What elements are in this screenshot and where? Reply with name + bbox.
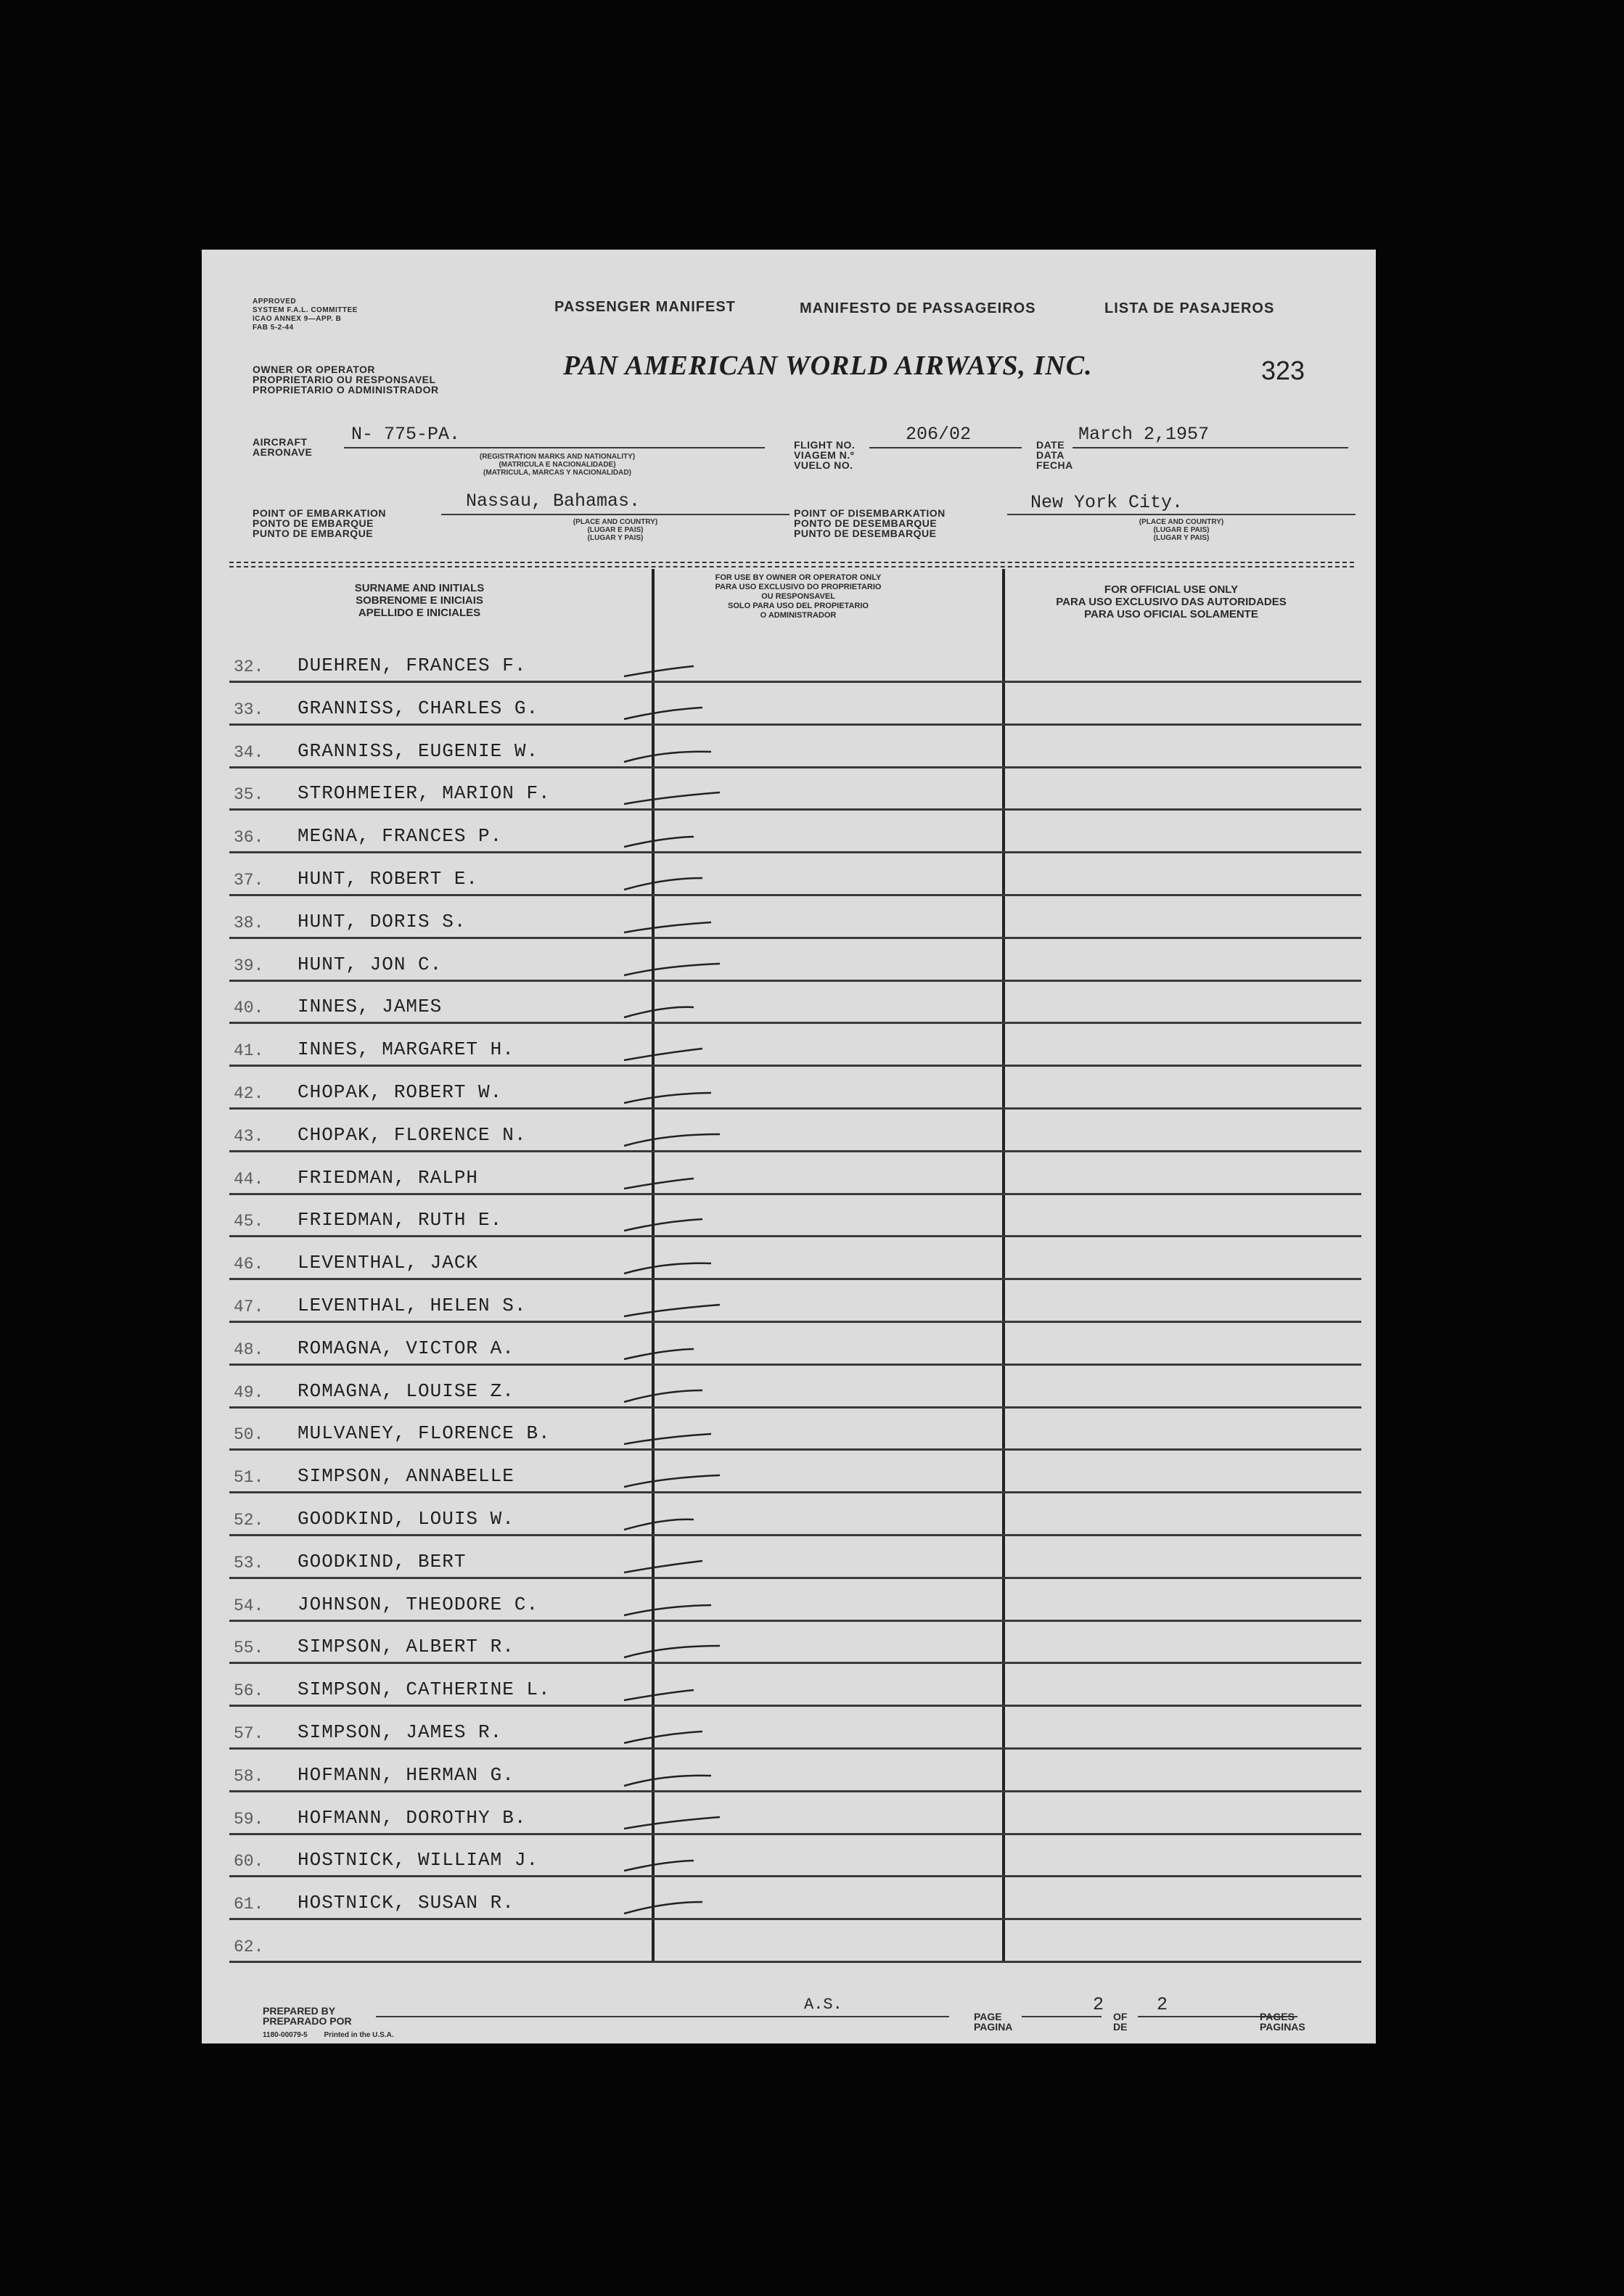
disembarkation-label: POINT OF DISEMBARKATION bbox=[794, 507, 946, 519]
check-mark bbox=[621, 1641, 737, 1663]
table-row-rule bbox=[229, 851, 1361, 853]
check-mark bbox=[621, 1599, 737, 1621]
table-row-rule bbox=[229, 1747, 1361, 1750]
column-header-line: SOBRENOME E INICIAIS bbox=[356, 594, 483, 607]
table-row-rule bbox=[229, 1833, 1361, 1835]
title-spanish: LISTA DE PASAJEROS bbox=[1104, 300, 1275, 316]
row-number: 44. bbox=[234, 1169, 264, 1189]
date-label: DATE bbox=[1036, 439, 1065, 451]
owner-label: PROPRIETARIO O ADMINISTRADOR bbox=[253, 384, 439, 395]
row-number: 43. bbox=[234, 1126, 264, 1146]
registration-note-line: (REGISTRATION MARKS AND NATIONALITY) bbox=[479, 453, 636, 461]
prepared-by-labels bbox=[263, 2006, 352, 2026]
check-mark bbox=[621, 1471, 737, 1493]
check-mark bbox=[621, 1727, 737, 1749]
owner-label: PROPRIETARIO OU RESPONSAVEL bbox=[253, 374, 436, 385]
passenger-name: STROHMEIER, MARION F. bbox=[298, 782, 551, 805]
column-header-line: O ADMINISTRADOR bbox=[760, 611, 837, 620]
table-row-rule bbox=[229, 1918, 1361, 1920]
row-number: 35. bbox=[234, 785, 264, 805]
table-row-rule bbox=[229, 1491, 1361, 1493]
aircraft-label: AIRCRAFT bbox=[253, 436, 308, 448]
passenger-name: JOHNSON, THEODORE C. bbox=[298, 1593, 539, 1615]
place-note-line: (LUGAR E PAIS) bbox=[1153, 526, 1210, 534]
row-number: 41. bbox=[234, 1041, 264, 1061]
row-number: 61. bbox=[234, 1895, 264, 1914]
row-number: 37. bbox=[234, 871, 264, 890]
passenger-name: HUNT, ROBERT E. bbox=[298, 868, 479, 890]
check-mark bbox=[621, 874, 737, 895]
row-number: 38. bbox=[234, 913, 264, 932]
approval-line: ICAO ANNEX 9—APP. B bbox=[253, 315, 342, 323]
check-mark bbox=[621, 746, 737, 768]
row-number: 50. bbox=[234, 1425, 264, 1445]
check-mark bbox=[621, 1428, 737, 1450]
pages-labels bbox=[1260, 2012, 1305, 2032]
row-number: 57. bbox=[234, 1724, 264, 1743]
pages-label: PAGES bbox=[1260, 2011, 1295, 2022]
column-header-line: FOR OFFICIAL USE ONLY bbox=[1104, 583, 1239, 596]
page-labels bbox=[974, 2012, 1012, 2032]
row-number: 59. bbox=[234, 1809, 264, 1829]
page-stamp-number: 323 bbox=[1261, 356, 1305, 385]
row-number: 46. bbox=[234, 1255, 264, 1274]
row-number: 62. bbox=[234, 1938, 264, 1956]
of-label: DE bbox=[1113, 2021, 1128, 2033]
table-row-rule bbox=[229, 1406, 1361, 1409]
row-number: 36. bbox=[234, 828, 264, 848]
check-mark bbox=[621, 1770, 737, 1792]
title-english: PASSENGER MANIFEST bbox=[554, 299, 736, 315]
table-row-rule bbox=[229, 681, 1361, 683]
pages-label: PAGINAS bbox=[1260, 2021, 1305, 2033]
form-code-text: 1180-00079-5 bbox=[263, 2031, 308, 2039]
table-row-rule bbox=[229, 723, 1361, 726]
table-row-rule bbox=[229, 1961, 1361, 1963]
check-mark bbox=[621, 1130, 737, 1152]
passenger-name: GRANNISS, CHARLES G. bbox=[298, 697, 539, 719]
aircraft-label: AERONAVE bbox=[253, 446, 313, 458]
check-mark bbox=[621, 788, 737, 810]
place-note-line: (LUGAR Y PAIS) bbox=[587, 534, 644, 542]
table-row-rule bbox=[229, 1065, 1361, 1067]
approval-line: APPROVED bbox=[253, 298, 297, 306]
row-number: 32. bbox=[234, 657, 264, 676]
passenger-name: ROMAGNA, LOUISE Z. bbox=[298, 1379, 514, 1402]
row-number: 55. bbox=[234, 1639, 264, 1658]
prepared-by-label: PREPARED BY bbox=[263, 2005, 336, 2017]
place-note-line: (LUGAR E PAIS) bbox=[587, 526, 644, 534]
column-header-line: FOR USE BY OWNER OR OPERATOR ONLY bbox=[715, 573, 882, 582]
column-divider-right bbox=[1002, 569, 1005, 1962]
row-number: 40. bbox=[234, 999, 264, 1018]
check-mark bbox=[621, 1044, 737, 1066]
embarkation-label: POINT OF EMBARKATION bbox=[253, 507, 386, 519]
of-label: OF bbox=[1113, 2011, 1128, 2022]
passenger-name: DUEHREN, FRANCES F. bbox=[298, 655, 527, 676]
row-number: 42. bbox=[234, 1084, 264, 1103]
table-row-rule bbox=[229, 1875, 1361, 1877]
row-number: 54. bbox=[234, 1596, 264, 1615]
column-header-names bbox=[267, 582, 572, 619]
check-mark bbox=[621, 1258, 737, 1279]
column-header-line: PARA USO EXCLUSIVO DAS AUTORIDADES bbox=[1056, 596, 1287, 608]
table-row-rule bbox=[229, 1448, 1361, 1451]
check-mark bbox=[621, 1087, 737, 1109]
embarkation-underline bbox=[441, 514, 790, 515]
passenger-name: HOFMANN, HERMAN G. bbox=[298, 1763, 514, 1786]
table-row-rule bbox=[229, 1705, 1361, 1707]
row-number: 56. bbox=[234, 1681, 264, 1701]
table-row-rule bbox=[229, 766, 1361, 768]
table-row-rule bbox=[229, 937, 1361, 939]
passenger-name: MEGNA, FRANCES P. bbox=[298, 825, 503, 848]
check-mark bbox=[621, 1813, 737, 1834]
passenger-name: FRIEDMAN, RUTH E. bbox=[298, 1209, 503, 1231]
table-row-rule bbox=[229, 1620, 1361, 1622]
row-number: 51. bbox=[234, 1468, 264, 1488]
table-row-rule bbox=[229, 1577, 1361, 1579]
row-number: 33. bbox=[234, 700, 264, 719]
passenger-name: CHOPAK, ROBERT W. bbox=[298, 1081, 503, 1103]
owner-label: OWNER OR OPERATOR bbox=[253, 364, 375, 375]
passenger-name: SIMPSON, ANNABELLE bbox=[298, 1465, 514, 1488]
passenger-name: HOFMANN, DOROTHY B. bbox=[298, 1806, 527, 1829]
table-row-rule bbox=[229, 1235, 1361, 1237]
disembarkation-underline bbox=[1007, 514, 1356, 515]
check-mark bbox=[621, 1684, 737, 1706]
passenger-name: GRANNISS, EUGENIE W. bbox=[298, 739, 539, 762]
check-mark bbox=[621, 660, 737, 682]
column-header-official-use bbox=[1004, 583, 1338, 620]
check-mark bbox=[621, 1343, 737, 1365]
table-row-rule bbox=[229, 1278, 1361, 1280]
page-underline bbox=[1022, 2016, 1102, 2017]
column-header-line: PARA USO EXCLUSIVO DO PROPRIETARIO bbox=[715, 583, 882, 591]
disembarkation-labels bbox=[794, 508, 946, 538]
registration-note bbox=[412, 453, 702, 477]
row-number: 49. bbox=[234, 1382, 264, 1402]
prepared-by-label: PREPARADO POR bbox=[263, 2015, 352, 2027]
column-header-line: SOLO PARA USO DEL PROPIETARIO bbox=[728, 602, 869, 610]
passenger-name: GOODKIND, BERT bbox=[298, 1550, 467, 1573]
passenger-name: INNES, MARGARET H. bbox=[298, 1038, 514, 1061]
title-portuguese: MANIFESTO DE PASSAGEIROS bbox=[800, 300, 1036, 316]
passenger-name: CHOPAK, FLORENCE N. bbox=[298, 1123, 527, 1146]
embarkation-value: Nassau, Bahamas. bbox=[466, 491, 641, 512]
row-number: 45. bbox=[234, 1212, 264, 1231]
registration-note-line: (MATRICULA, MARCAS Y NACIONALIDAD) bbox=[483, 469, 631, 477]
flight-number-value: 206/02 bbox=[906, 424, 972, 445]
passenger-name: HOSTNICK, WILLIAM J. bbox=[298, 1849, 539, 1871]
passenger-name: SIMPSON, JAMES R. bbox=[298, 1721, 503, 1743]
column-header-line: PARA USO OFICIAL SOLAMENTE bbox=[1084, 608, 1258, 620]
passenger-name: FRIEDMAN, RALPH bbox=[298, 1166, 479, 1189]
embarkation-place-note bbox=[507, 518, 724, 542]
flight-labels bbox=[794, 440, 855, 470]
passenger-name: ROMAGNA, VICTOR A. bbox=[298, 1337, 514, 1359]
approval-block bbox=[253, 298, 358, 332]
table-row-rule bbox=[229, 1150, 1361, 1152]
check-mark bbox=[621, 1855, 737, 1877]
airline-name: PAN AMERICAN WORLD AIRWAYS, INC. bbox=[563, 350, 1093, 381]
row-number: 39. bbox=[234, 956, 264, 975]
column-header-line: APELLIDO E INICIALES bbox=[358, 607, 481, 619]
check-mark bbox=[621, 959, 737, 981]
header-separator bbox=[229, 562, 1354, 567]
passenger-name: LEVENTHAL, JACK bbox=[298, 1252, 479, 1274]
table-row-rule bbox=[229, 1534, 1361, 1536]
prepared-by-underline bbox=[376, 2016, 949, 2017]
column-header-owner-use bbox=[653, 573, 943, 620]
check-mark bbox=[621, 1386, 737, 1408]
date-label: FECHA bbox=[1036, 459, 1073, 471]
owner-labels bbox=[253, 364, 439, 395]
embarkation-label: PUNTO DE EMBARQUE bbox=[253, 528, 374, 539]
column-header-line: SURNAME AND INITIALS bbox=[354, 582, 485, 594]
check-mark bbox=[621, 703, 737, 725]
table-row-rule bbox=[229, 1321, 1361, 1323]
check-mark bbox=[621, 1173, 737, 1194]
column-header-line: OU RESPONSAVEL bbox=[761, 592, 835, 601]
place-note-line: (PLACE AND COUNTRY) bbox=[1139, 518, 1224, 526]
flight-label: VIAGEM N.º bbox=[794, 449, 855, 461]
aircraft-value: N- 775-PA. bbox=[351, 424, 461, 445]
check-mark bbox=[621, 1300, 737, 1322]
embarkation-labels bbox=[253, 508, 386, 538]
aircraft-underline bbox=[344, 447, 765, 448]
table-row-rule bbox=[229, 1107, 1361, 1110]
passenger-name: GOODKIND, LOUIS W. bbox=[298, 1508, 514, 1530]
flight-label: FLIGHT NO. bbox=[794, 439, 856, 451]
date-labels bbox=[1036, 440, 1073, 470]
table-row-rule bbox=[229, 1364, 1361, 1366]
passenger-name: INNES, JAMES bbox=[298, 996, 443, 1018]
table-row-rule bbox=[229, 1193, 1361, 1195]
row-number: 47. bbox=[234, 1297, 264, 1316]
date-label: DATA bbox=[1036, 449, 1065, 461]
passenger-name: LEVENTHAL, HELEN S. bbox=[298, 1295, 527, 1316]
passenger-name: SIMPSON, ALBERT R. bbox=[298, 1636, 514, 1658]
table-row-rule bbox=[229, 1662, 1361, 1664]
prepared-by-value: A.S. bbox=[804, 1996, 842, 2014]
disembarkation-place-note bbox=[1073, 518, 1290, 542]
disembarkation-label: PONTO DE DESEMBARQUE bbox=[794, 517, 938, 529]
flight-underline bbox=[869, 447, 1022, 448]
table-row-rule bbox=[229, 1022, 1361, 1024]
page-label: PAGINA bbox=[974, 2021, 1013, 2033]
registration-note-line: (MATRICULA E NACIONALIDADE) bbox=[499, 461, 616, 469]
place-note-line: (LUGAR Y PAIS) bbox=[1153, 534, 1210, 542]
disembarkation-value: New York City. bbox=[1030, 492, 1184, 513]
manifest-sheet bbox=[202, 250, 1376, 2043]
table-row-rule bbox=[229, 1790, 1361, 1792]
check-mark bbox=[621, 1001, 737, 1023]
check-mark bbox=[621, 1215, 737, 1237]
passenger-name: HUNT, JON C. bbox=[298, 953, 443, 975]
of-labels bbox=[1113, 2012, 1127, 2032]
place-note-line: (PLACE AND COUNTRY) bbox=[573, 518, 658, 526]
row-number: 48. bbox=[234, 1340, 264, 1359]
date-value: March 2,1957 bbox=[1078, 424, 1210, 445]
printed-in-usa: Printed in the U.S.A. bbox=[324, 2031, 394, 2039]
passenger-name: MULVANEY, FLORENCE B. bbox=[298, 1422, 551, 1445]
approval-line: FAB 5-2-44 bbox=[253, 324, 294, 332]
page-label: PAGE bbox=[974, 2011, 1002, 2022]
approval-line: SYSTEM F.A.L. COMMITTEE bbox=[253, 306, 358, 314]
check-mark bbox=[621, 917, 737, 938]
row-number: 58. bbox=[234, 1766, 264, 1786]
disembarkation-label: PUNTO DE DESEMBARQUE bbox=[794, 528, 937, 539]
page-value: 2 bbox=[1093, 1994, 1104, 2015]
row-number: 34. bbox=[234, 742, 264, 762]
check-mark bbox=[621, 1898, 737, 1919]
embarkation-label: PONTO DE EMBARQUE bbox=[253, 517, 374, 529]
row-number: 60. bbox=[234, 1852, 264, 1871]
flight-label: VUELO NO. bbox=[794, 459, 853, 471]
table-row-rule bbox=[229, 808, 1361, 811]
passenger-name: HUNT, DORIS S. bbox=[298, 910, 467, 932]
row-number: 53. bbox=[234, 1553, 264, 1573]
table-row-rule bbox=[229, 894, 1361, 896]
check-mark bbox=[621, 1557, 737, 1578]
date-underline bbox=[1073, 447, 1348, 448]
row-number: 52. bbox=[234, 1511, 264, 1530]
form-code bbox=[263, 2030, 394, 2041]
table-row-rule bbox=[229, 980, 1361, 982]
aircraft-labels bbox=[253, 437, 312, 457]
check-mark bbox=[621, 1514, 737, 1536]
check-mark bbox=[621, 831, 737, 853]
passenger-name: HOSTNICK, SUSAN R. bbox=[298, 1892, 514, 1914]
passenger-name: SIMPSON, CATHERINE L. bbox=[298, 1678, 551, 1701]
of-value: 2 bbox=[1157, 1994, 1168, 2015]
